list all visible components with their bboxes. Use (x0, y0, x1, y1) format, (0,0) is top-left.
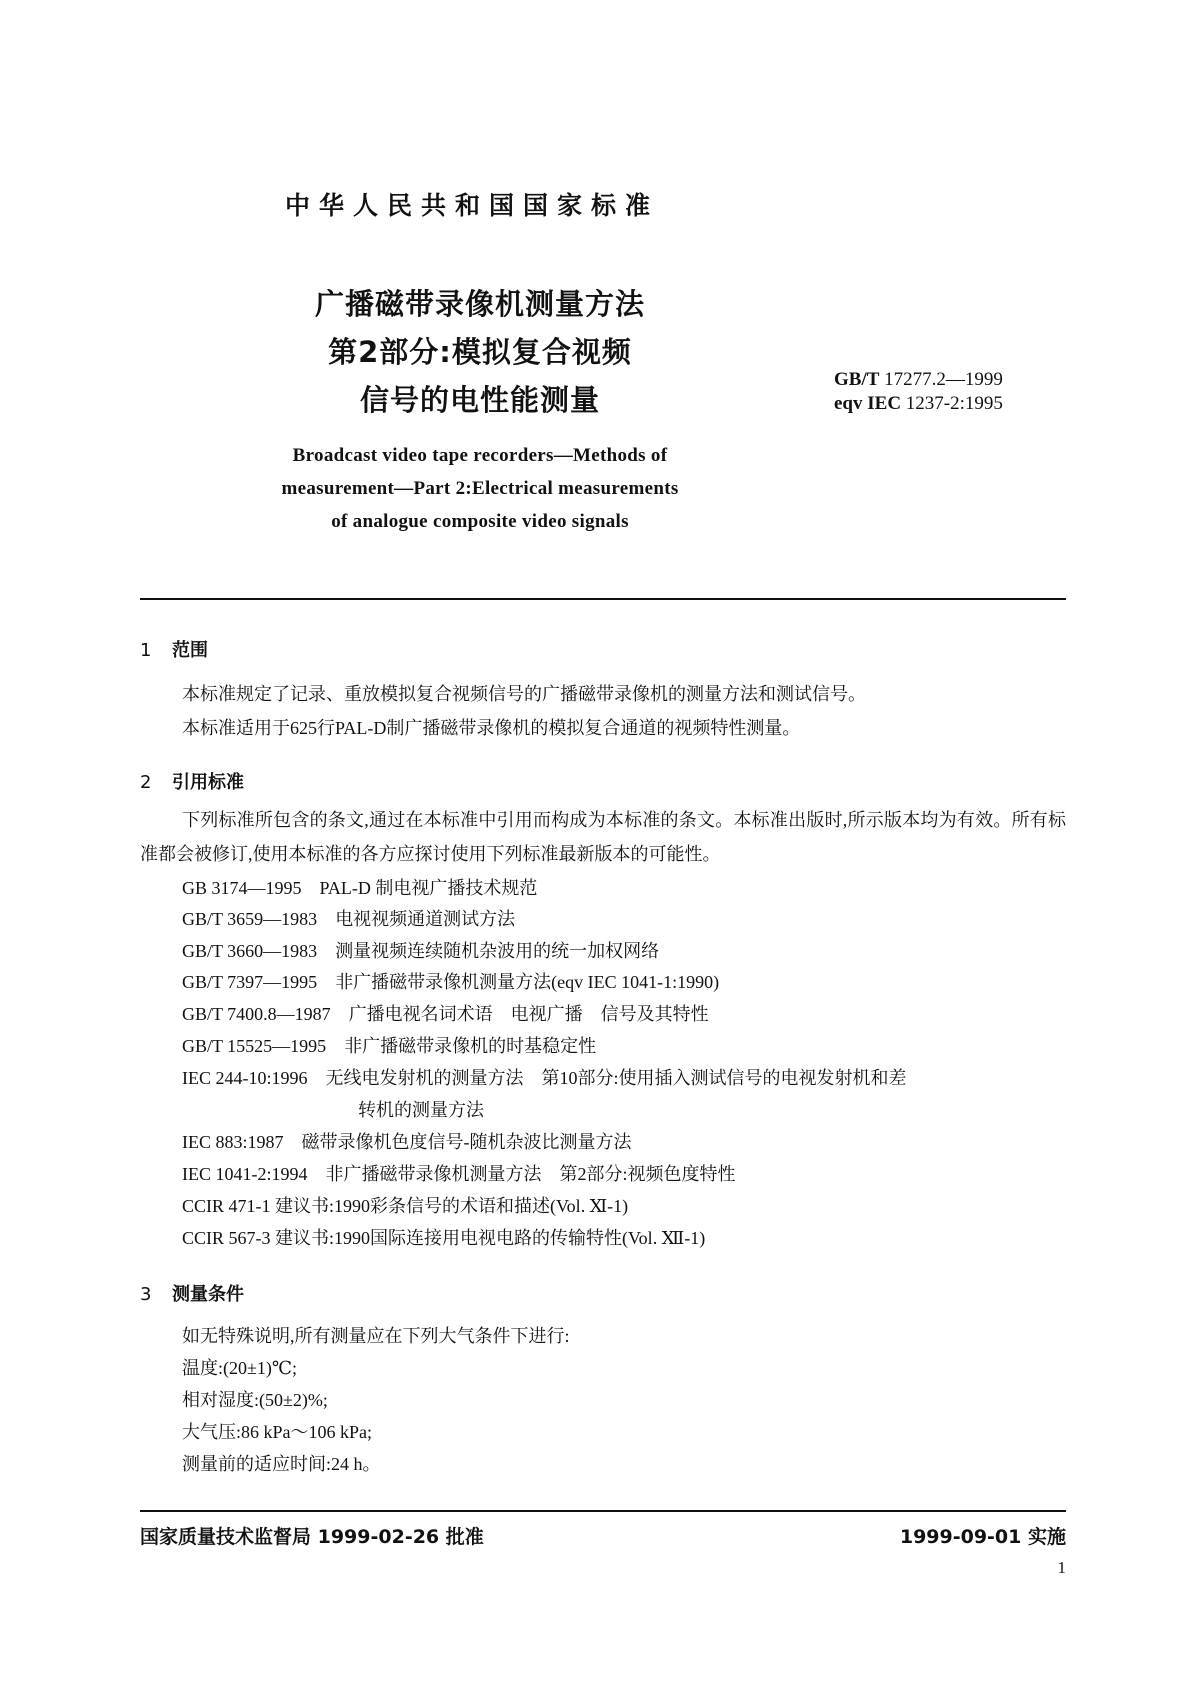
en-title-line-2: measurement—Part 2:Electrical measurements (281, 478, 679, 499)
approval-line: 国家质量技术监督局 1999-02-26 批准 (140, 1526, 484, 1548)
cn-title-line-2: 第2部分:模拟复合视频 (328, 335, 632, 369)
scope-paragraph-1: 本标准规定了记录、重放模拟复合视频信号的广播磁带录像机的测量方法和测试信号。 (182, 684, 866, 704)
reference-item: GB/T 3660—1983 测量视频连续随机杂波用的统一加权网络 (182, 941, 660, 961)
reference-item: GB/T 7397—1995 非广播磁带录像机测量方法(eqv IEC 1041-1:1990) (182, 972, 720, 992)
scope-paragraph-2: 本标准适用于625行PAL-D制广播磁带录像机的模拟复合通道的视频特性测量。 (182, 718, 801, 738)
cn-title-line-3: 信号的电性能测量 (359, 383, 600, 417)
reference-item: IEC 883:1987 磁带录像机色度信号-随机杂波比测量方法 (182, 1132, 632, 1152)
standard-number-block (834, 368, 1003, 416)
cn-title-line-1: 广播磁带录像机测量方法 (314, 287, 645, 321)
reference-item: CCIR 471-1 建议书:1990彩条信号的术语和描述(Vol. Ⅺ-1) (182, 1196, 629, 1216)
section-heading-scope: 1 范围 (140, 640, 208, 661)
reference-item-continuation: 转机的测量方法 (358, 1100, 484, 1120)
section-heading-references: 2 引用标准 (140, 772, 244, 793)
equivalent-standard: eqv IEC 1237-2:1995 (834, 393, 1003, 414)
condition-temperature: 温度:(20±1)℃; (182, 1358, 298, 1378)
condition-pressure: 大气压:86 kPa～106 kPa; (182, 1422, 373, 1442)
reference-item: GB 3174—1995 PAL-D 制电视广播技术规范 (182, 878, 538, 898)
national-standard-title: 中华人民共和国国家标准 (285, 191, 660, 220)
en-title-line-3: of analogue composite video signals (331, 511, 629, 532)
references-intro: 下列标准所包含的条文,通过在本标准中引用而构成为本标准的条文。本标准出版时,所示版本均为有效。所有标准都会被修订,使用本标准的各方应探讨使用下列标准最新版本的可能性。 (140, 810, 1066, 864)
en-title-line-1: Broadcast video tape recorders—Methods of (292, 445, 668, 466)
condition-humidity: 相对湿度:(50±2)%; (182, 1390, 328, 1410)
reference-item: CCIR 567-3 建议书:1990国际连接用电视电路的传输特性(Vol. Ⅻ-1) (182, 1228, 706, 1248)
reference-item: GB/T 7400.8—1987 广播电视名词术语 电视广播 信号及其特性 (182, 1004, 709, 1024)
conditions-intro: 如无特殊说明,所有测量应在下列大气条件下进行: (182, 1326, 570, 1346)
section-heading-conditions: 3 测量条件 (140, 1284, 244, 1305)
condition-adapt-time: 测量前的适应时间:24 h。 (182, 1454, 381, 1474)
effective-date: 1999-09-01 实施 (899, 1526, 1066, 1548)
reference-item: IEC 1041-2:1994 非广播磁带录像机测量方法 第2部分:视频色度特性 (182, 1164, 736, 1184)
reference-item: GB/T 15525—1995 非广播磁带录像机的时基稳定性 (182, 1036, 597, 1056)
top-divider (140, 598, 1066, 600)
bottom-divider (140, 1510, 1066, 1512)
reference-item: IEC 244-10:1996 无线电发射机的测量方法 第10部分:使用插入测试信号的电视发射机和差 (182, 1068, 907, 1088)
reference-item: GB/T 3659—1983 电视视频通道测试方法 (182, 909, 516, 929)
page-number: 1 (1057, 1558, 1066, 1577)
standard-number: GB/T 17277.2—1999 (834, 369, 1003, 390)
